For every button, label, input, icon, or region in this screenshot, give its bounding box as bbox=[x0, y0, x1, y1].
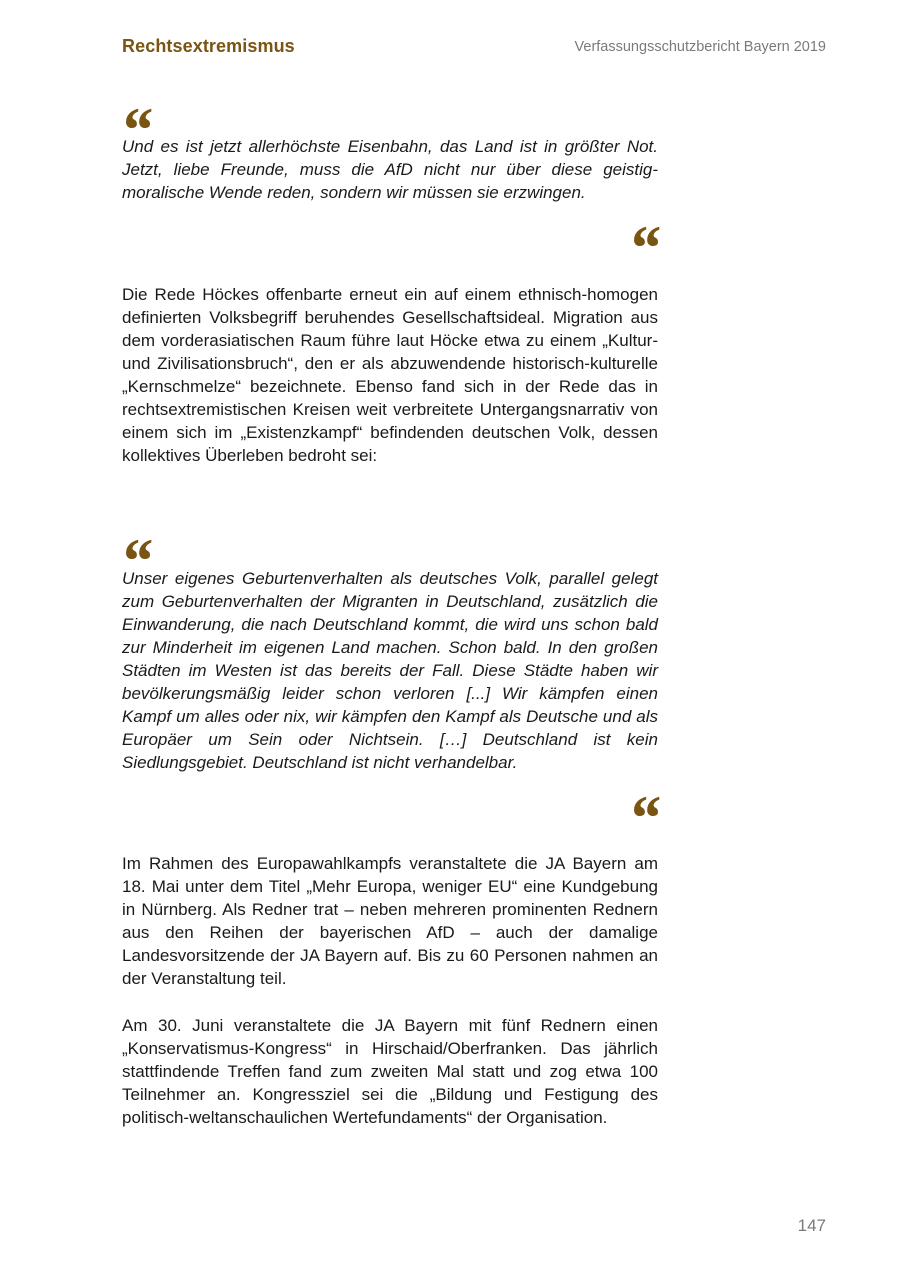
quote-close-mark-icon: “ bbox=[628, 212, 660, 283]
section-title: Rechtsextremismus bbox=[122, 36, 295, 56]
quote-open-mark-icon: “ bbox=[120, 94, 152, 165]
paragraph-1: Die Rede Höckes offenbarte erneut ein auf einem ethnisch-homogen definierten Volksbegriff beruhendes Gesellschaftsideal. Migration aus dem vorderasiatischen Raum führe laut Höcke etwa zu einem „Kultur- und Zivilisationsbruch“, den er als abzuwendende historisch-kulturelle „Kernschmelze“ bezeichnete. Ebenso fand sich in der Rede das in rechtsextremistischen Kreisen weit verbreitete Untergangsnarrativ von einem sich im „Existenzkampf“ befindenden deutschen Volk, dessen kollektives Überleben bedroht sei: bbox=[122, 285, 658, 465]
paragraph-3: Am 30. Juni veranstaltete die JA Bayern mit fünf Rednern einen „Konservatismus-Kongress“ in Hirschaid/Oberfranken. Das jährlich stattfindende Treffen fand zum zweiten Mal statt und zog etwa 100 Teilnehmer an. Kongressziel sei die „Bildung und Festigung des politisch-weltanschaulichen Wertefundaments“ der Organisation. bbox=[122, 1016, 658, 1127]
paragraph-2: Im Rahmen des Europawahlkampfs veranstaltete die JA Bayern am 18. Mai unter dem Titel „Mehr Europa, weniger EU“ eine Kundgebung in Nürnberg. Als Redner trat – neben mehreren prominenten Rednern aus den Reihen der bayerischen AfD – auch der damalige Landesvorsitzende der JA Bayern auf. Bis zu 60 Personen nahmen an der Veranstaltung teil. bbox=[122, 854, 658, 988]
quote-2-text: Unser eigenes Geburtenverhalten als deutsches Volk, parallel gelegt zum Geburtenverhalten der Migranten in Deutschland, zusätzlich die Einwanderung, die nach Deutschland kommt, die wird uns schon bald zur Minderheit im eigenen Land machen. Schon bald. In den großen Städten im Westen ist das bereits der Fall. Diese Städte haben wir bevölkerungsmäßig leider schon verloren [...] Wir kämpfen einen Kampf um alles oder nix, wir kämpfen den Kampf als Deutsche und als Europäer um Sein oder Nichtsein. […] Deutschland ist kein Siedlungsgebiet. Deutschland ist nicht verhandelbar. bbox=[122, 569, 658, 772]
report-title: Verfassungsschutzbericht Bayern 2019 bbox=[574, 39, 826, 55]
quote-open-mark-icon: “ bbox=[120, 525, 152, 596]
quote-close-mark-icon: “ bbox=[628, 782, 660, 853]
page-number: 147 bbox=[797, 1216, 826, 1235]
quote-1-text: Und es ist jetzt allerhöchste Eisenbahn, das Land ist in größter Not. Jetzt, liebe Freunde, muss die AfD nicht nur über diese geistig-moralische Wende reden, sondern wir müssen sie erzwingen. bbox=[122, 137, 658, 202]
